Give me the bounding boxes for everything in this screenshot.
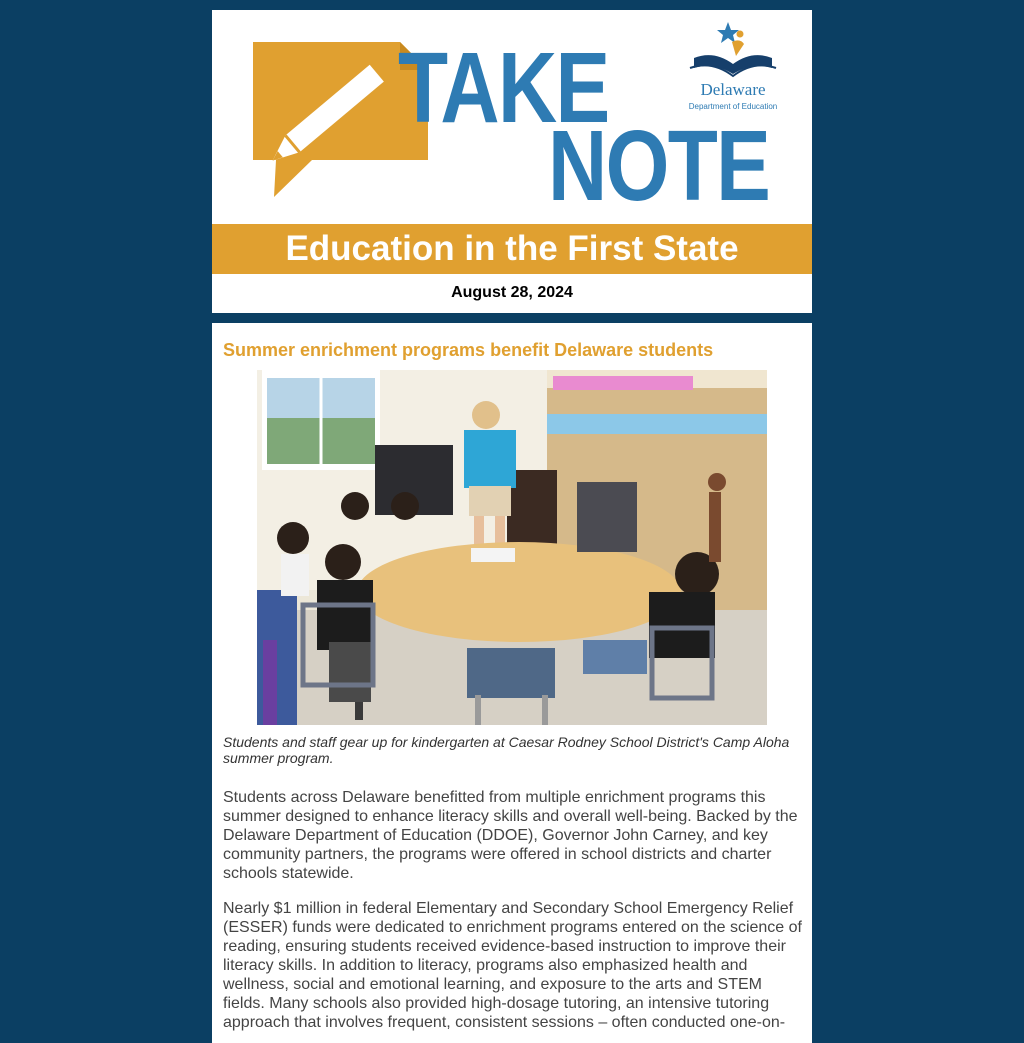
issue-date: August 28, 2024 — [451, 284, 573, 301]
delaware-doe-logo — [680, 22, 786, 120]
doe-name: Delaware — [700, 80, 766, 99]
article-card — [212, 323, 812, 1043]
article-paragraph: Students across Delaware benefitted from multiple enrichment programs this summer designed to enhance literacy skills and overall well-being. Backed by the Delaware Department of Education (DDOE), Governor John Carney, and key community partners, the programs were offered in school districts and charter schools statewide. — [223, 789, 798, 882]
newsletter-header — [212, 10, 812, 313]
logo-note-word: NOTE — [548, 110, 770, 222]
doe-subtitle: Department of Education — [688, 102, 778, 111]
star-book-icon — [680, 22, 786, 82]
classroom-photo — [257, 370, 767, 725]
tagline-banner: Education in the First State — [212, 224, 812, 274]
article-paragraph: Nearly $1 million in federal Elementary and Secondary School Emergency Relief (ESSER) funds were dedicated to enrichment programs entered on the science of reading, ensuring students received evidence-based instruction to improve their literacy skills. In addition to literacy, programs also emphasized health and wellness, social and emotional learning, and exposure to the arts and STEM fields. Many schools also provided high-dosage tutoring, an intensive tutoring approach that involves frequent, consistent sessions – often conducted one-on- — [223, 900, 802, 1031]
logo-take-word: TAKE — [398, 32, 609, 144]
article-headline[interactable]: Summer enrichment programs benefit Delaware students — [223, 340, 714, 360]
photo-caption: Students and staff gear up for kindergarten at Caesar Rodney School District's Camp Aloha summer program. — [223, 734, 790, 766]
